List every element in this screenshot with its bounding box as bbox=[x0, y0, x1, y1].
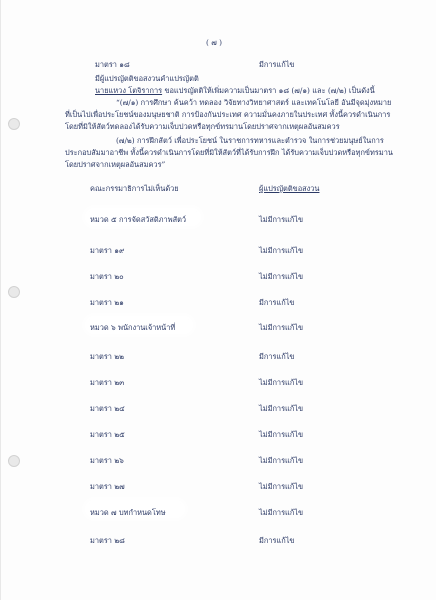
table-row-left: มาตรา ๒๔ bbox=[90, 404, 125, 413]
table-row-right: ไม่มีการแก้ไข bbox=[259, 246, 304, 255]
table-row-left: มาตรา ๑๙ bbox=[90, 246, 125, 255]
table-row-right: มีการแก้ไข bbox=[259, 352, 295, 361]
table-row-right: มีการแก้ไข bbox=[259, 298, 295, 307]
table-row-left: มาตรา ๒๖ bbox=[90, 456, 124, 465]
objector-line: มีผู้แปรญัตติขอสงวนคำแปรญัตติ bbox=[95, 74, 199, 83]
table-row-left: มาตรา ๒๕ bbox=[90, 430, 125, 439]
section-status: มีการแก้ไข bbox=[259, 60, 295, 69]
table-row-left: หมวด ๕ การจัดสวัสดิภาพสัตว์ bbox=[90, 215, 187, 224]
table-row-right: ไม่มีการแก้ไข bbox=[259, 508, 304, 517]
proposer-text: ขอแปรญัตติให้เพิ่มความเป็นมาตรา ๑๘ (๗/๑) และ (๗/๒) เป็นดังนี้ bbox=[162, 86, 375, 95]
col-right-header: ผู้แปรญัตติขอสงวน bbox=[259, 184, 320, 193]
table-row-right: ไม่มีการแก้ไข bbox=[259, 482, 304, 491]
table-row-right: มีการแก้ไข bbox=[259, 536, 295, 545]
quote-para1-line1: “(๗/๑) การศึกษา ค้นคว้า ทดลอง วิจัยทางวิทยาศาสตร์ และเทคโนโลยี อันมีจุดมุ่งหมาย bbox=[116, 98, 392, 107]
punch-hole-icon bbox=[8, 455, 20, 467]
quote-para1-line2: ที่เป็นไปเพื่อประโยชน์ของมนุษยชาติ การป้องกันประเทศ ความมั่นคงภายในประเทศ ทั้งนี้ควรดำเนินการ bbox=[65, 110, 391, 119]
table-row-right: ไม่มีการแก้ไข bbox=[259, 272, 304, 281]
table-row-left: มาตรา ๒๐ bbox=[90, 272, 124, 281]
table-row-left: มาตรา ๒๑ bbox=[90, 298, 124, 307]
table-row-right: ไม่มีการแก้ไข bbox=[259, 378, 304, 387]
table-row-left: มาตรา ๒๘ bbox=[90, 536, 125, 545]
table-row-left: มาตรา ๒๓ bbox=[90, 378, 125, 387]
table-row-right: ไม่มีการแก้ไข bbox=[259, 323, 304, 332]
punch-hole-icon bbox=[8, 118, 20, 130]
table-row-right: ไม่มีการแก้ไข bbox=[259, 456, 304, 465]
quote-para2-line2: ประกอบสัมมาอาชีพ ทั้งนี้ควรดำเนินการโดยที่มิให้สัตว์ที่ได้รับการฝึก ได้รับความเจ็บปวดหรือทุกข์ทรมาน bbox=[65, 148, 393, 157]
table-row-right: ไม่มีการแก้ไข bbox=[259, 430, 304, 439]
punch-hole-icon bbox=[8, 286, 20, 298]
col-left-header: คณะกรรมาธิการไม่เห็นด้วย bbox=[90, 184, 179, 193]
proposer-name: นายแหวง โตจิราการ bbox=[95, 86, 163, 95]
table-row-right: ไม่มีการแก้ไข bbox=[259, 404, 304, 413]
table-row-right: ไม่มีการแก้ไข bbox=[259, 215, 304, 224]
section-label: มาตรา ๑๘ bbox=[95, 60, 130, 69]
quote-para2-line1: (๗/๒) การฝึกสัตว์ เพื่อประโยชน์ ในราชการทหารและตำรวจ ในการช่วยมนุษย์ในการ bbox=[116, 136, 384, 145]
table-row-left: มาตรา ๒๗ bbox=[90, 482, 125, 491]
table-row-left: หมวด ๖ พนักงานเจ้าหน้าที่ bbox=[90, 323, 176, 332]
quote-para2-line3: โดยปราศจากเหตุผลอันสมควร” bbox=[65, 160, 166, 169]
page-number: ( ๗ ) bbox=[206, 38, 223, 47]
proposer-line bbox=[95, 86, 375, 95]
table-row-left: มาตรา ๒๒ bbox=[90, 352, 125, 361]
quote-para1-line3: โดยที่มิให้สัตว์ทดลองได้รับความเจ็บปวดหรือทุกข์ทรมานโดยปราศจากเหตุผลอันสมควร bbox=[65, 122, 340, 131]
table-row-left: หมวด ๗ บทกำหนดโทษ bbox=[90, 508, 166, 517]
